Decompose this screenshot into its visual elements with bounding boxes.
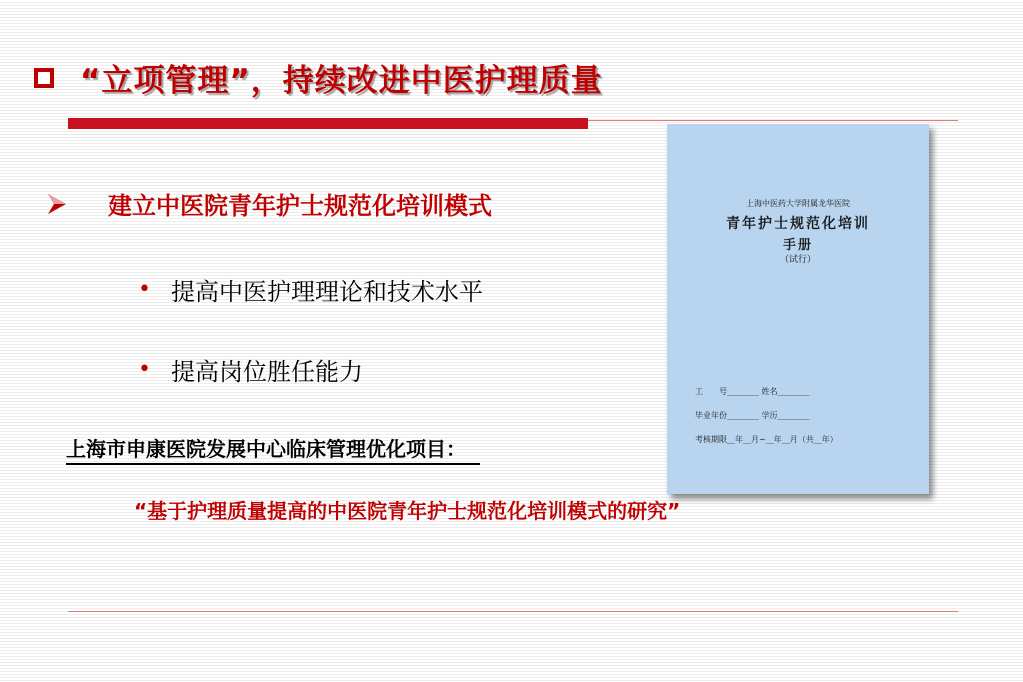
footer-divider-line <box>68 611 958 612</box>
title-underline-bar <box>68 118 588 129</box>
booklet-subtitle: 手册 <box>782 238 813 253</box>
booklet-institution: 上海中医药大学附属龙华医院 <box>746 199 850 208</box>
booklet-edition: （试行） <box>779 255 816 265</box>
booklet-field: 工 号________ 姓名________ <box>695 387 810 396</box>
bullet-item <box>138 272 483 307</box>
training-booklet-image <box>667 124 929 494</box>
slide-title: “立项管理”，持续改进中医护理质量 <box>80 62 603 99</box>
project-label: 上海市申康医院发展中心临床管理优化项目： <box>66 433 480 465</box>
project-title: “基于护理质量提高的中医院青年护士规范化培训模式的研究” <box>134 499 681 523</box>
arrow-bullet-icon <box>46 192 68 216</box>
bullet-item <box>138 352 363 387</box>
title-divider-line <box>588 120 958 121</box>
square-bullet-icon <box>34 68 54 88</box>
section-heading-row <box>46 186 492 221</box>
bullet-text: 提高岗位胜任能力 <box>170 358 363 386</box>
booklet-title: 青年护士规范化培训 <box>726 216 870 232</box>
bullet-dot-icon: • <box>138 356 151 382</box>
booklet-field: 考核期限__年__月~__年__月（共__年） <box>695 435 838 444</box>
bullet-text: 提高中医护理理论和技术水平 <box>170 278 483 306</box>
section-heading: 建立中医院青年护士规范化培训模式 <box>108 192 492 220</box>
bullet-dot-icon: • <box>138 276 151 302</box>
booklet-field: 毕业年份________ 学历________ <box>695 411 810 420</box>
title-row <box>34 52 603 102</box>
